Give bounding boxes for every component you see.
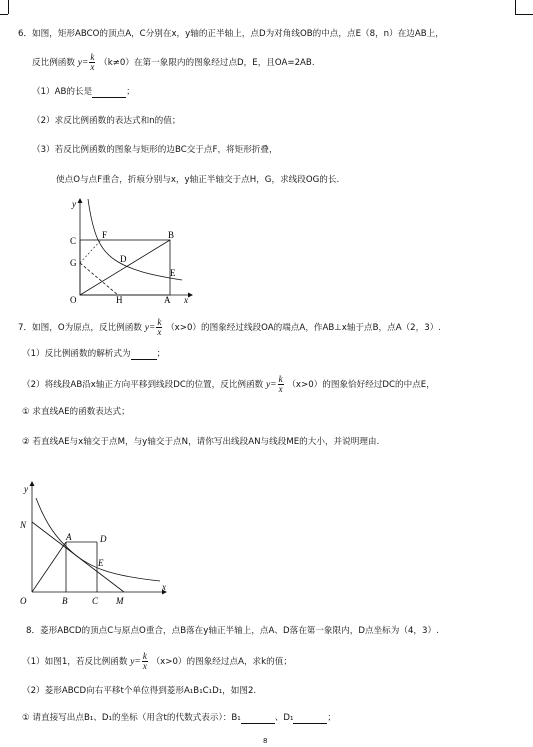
q8-part1 <box>22 652 292 671</box>
q8-sub1-mid: 、D₁ <box>274 713 294 723</box>
q8-part1-pre: （1）如图1，若反比例函数 <box>22 657 128 667</box>
q6-x-arrow <box>188 293 193 298</box>
q6-label-O: O <box>70 295 77 305</box>
q7-y-arrow <box>30 481 35 486</box>
q6-line2-pre: 反比例函数 <box>32 58 75 68</box>
q7-label-x: x <box>162 582 166 592</box>
q6-line2 <box>32 53 315 72</box>
q7-frac-den: x <box>157 327 162 337</box>
q6-fold-line-2 <box>80 240 101 263</box>
q7-label-B: B <box>62 596 68 606</box>
q6-eq: y= <box>77 58 89 68</box>
q6-label-F: F <box>102 230 108 240</box>
q7-line1 <box>18 318 441 337</box>
q8-line1: 8．菱形ABCD的顶点C与原点O重合，点B落在y轴正半轴上，点A、D落在第一象限内，D点坐标为（4，3）. <box>26 626 439 636</box>
q7-part2-eq: y= <box>265 380 277 390</box>
q6-figure <box>60 195 195 305</box>
q8-sub1 <box>22 713 336 724</box>
q6-part3b: 使点O与点F重合，折痕分别与x，y轴正半轴交于点H，G，求线段OG的长. <box>56 175 340 185</box>
q7-label-M: M <box>116 596 124 606</box>
q6-label-x: x <box>184 295 188 305</box>
q6-part1 <box>32 87 135 98</box>
q6-line2-post: （k≠0）在第一象限内的图象经过点D，E，且OA=2AB. <box>99 58 315 68</box>
q7-part2-frac-den: x <box>278 384 283 394</box>
q7-segment-OA <box>32 542 66 592</box>
corner-mark-right <box>515 0 516 14</box>
q7-line1-pre: 7．如图，O为原点，反比例函数 <box>18 323 142 333</box>
q7-fraction <box>156 318 162 337</box>
q7-part1 <box>22 349 165 360</box>
q8-blank-D1[interactable] <box>293 714 327 724</box>
q6-y-arrow <box>78 198 83 203</box>
page-number: 8 <box>263 737 268 745</box>
q6-part3: （3）若反比例函数的图象与矩形的边BC交于点F，将矩形折叠， <box>32 145 278 155</box>
q8-sub1-end: ； <box>327 713 336 723</box>
q6-label-D: D <box>120 254 127 264</box>
q6-frac-den: x <box>90 62 95 72</box>
q8-blank-B1[interactable] <box>241 714 275 724</box>
q8-eq: y= <box>130 657 141 667</box>
q6-fold-line <box>80 263 118 295</box>
q7-part2-fraction <box>278 375 284 394</box>
q6-diagonal-OB <box>80 240 170 295</box>
q8-part1-post: （x>0）的图象经过点A，求k的值； <box>151 657 292 667</box>
q8-part2: （2）菱形ABCD向右平移t个单位得到菱形A₁B₁C₁D₁，如图2. <box>22 686 257 696</box>
q7-eq: y= <box>144 323 156 333</box>
q6-label-G: G <box>70 258 77 268</box>
q7-answer-blank[interactable] <box>131 350 157 360</box>
q8-fraction <box>142 652 148 671</box>
q7-part2-pre: （2）将线段AB沿x轴正方向平移到线段DC的位置，反比例函数 <box>22 380 264 390</box>
q7-part2-post: （x>0）的图象恰好经过DC的中点E， <box>287 380 435 390</box>
q7-part1-end: ； <box>156 349 166 359</box>
q6-line1: 6．如图，矩形ABCO的顶点A，C分别在x，y轴的正半轴上，点D为对角线OB的中点，点E（8，n）在边AB上， <box>18 29 444 39</box>
q7-part2 <box>22 375 435 394</box>
q7-frac-num: k <box>157 317 162 327</box>
q6-answer-blank[interactable] <box>92 88 126 98</box>
q6-part1-text: （1）AB的长是 <box>32 87 93 97</box>
q6-part1-end: ； <box>126 87 135 97</box>
q7-label-C: C <box>92 596 99 606</box>
q7-label-D: D <box>100 534 107 544</box>
q6-part2: （2）求反比例函数的表达式和n的值； <box>32 116 181 126</box>
q7-label-O: O <box>20 596 27 606</box>
q7-label-E: E <box>98 558 104 568</box>
q6-label-E: E <box>170 268 176 278</box>
corner-mark-left <box>8 0 9 14</box>
q7-line1-post: （x>0）的图象经过线段OA的端点A，作AB⊥x轴于点B，点A（2，3）. <box>166 323 442 333</box>
q6-label-H: H <box>116 295 123 305</box>
q7-part2-frac-num: k <box>278 374 283 384</box>
q7-label-N: N <box>20 520 27 530</box>
q8-frac-den: x <box>142 661 147 671</box>
q6-label-y: y <box>72 199 76 209</box>
q6-label-B: B <box>168 230 175 240</box>
q7-label-y: y <box>24 484 28 494</box>
corner-mark-left-h <box>0 14 8 15</box>
q6-label-A: A <box>164 295 171 305</box>
corner-mark-right-h <box>515 14 533 15</box>
q6-frac-num: k <box>90 52 95 62</box>
q8-sub1-pre: ① 请直接写出点B₁、D₁的坐标（用含t的代数式表示）：B₁ <box>22 713 241 723</box>
q6-label-C: C <box>70 236 77 246</box>
q7-label-A: A <box>66 532 72 542</box>
q7-sub1: ① 求直线AE的函数表达式； <box>22 407 130 417</box>
q6-fraction <box>89 53 95 72</box>
q7-figure <box>12 476 172 610</box>
q7-sub2: ② 若直线AE与x轴交于点M，与y轴交于点N，请你写出线段AN与线段ME的大小，并说明理由. <box>22 437 380 447</box>
q7-part1-text: （1）反比例函数的解析式为 <box>22 349 131 359</box>
q8-frac-num: k <box>142 651 147 661</box>
